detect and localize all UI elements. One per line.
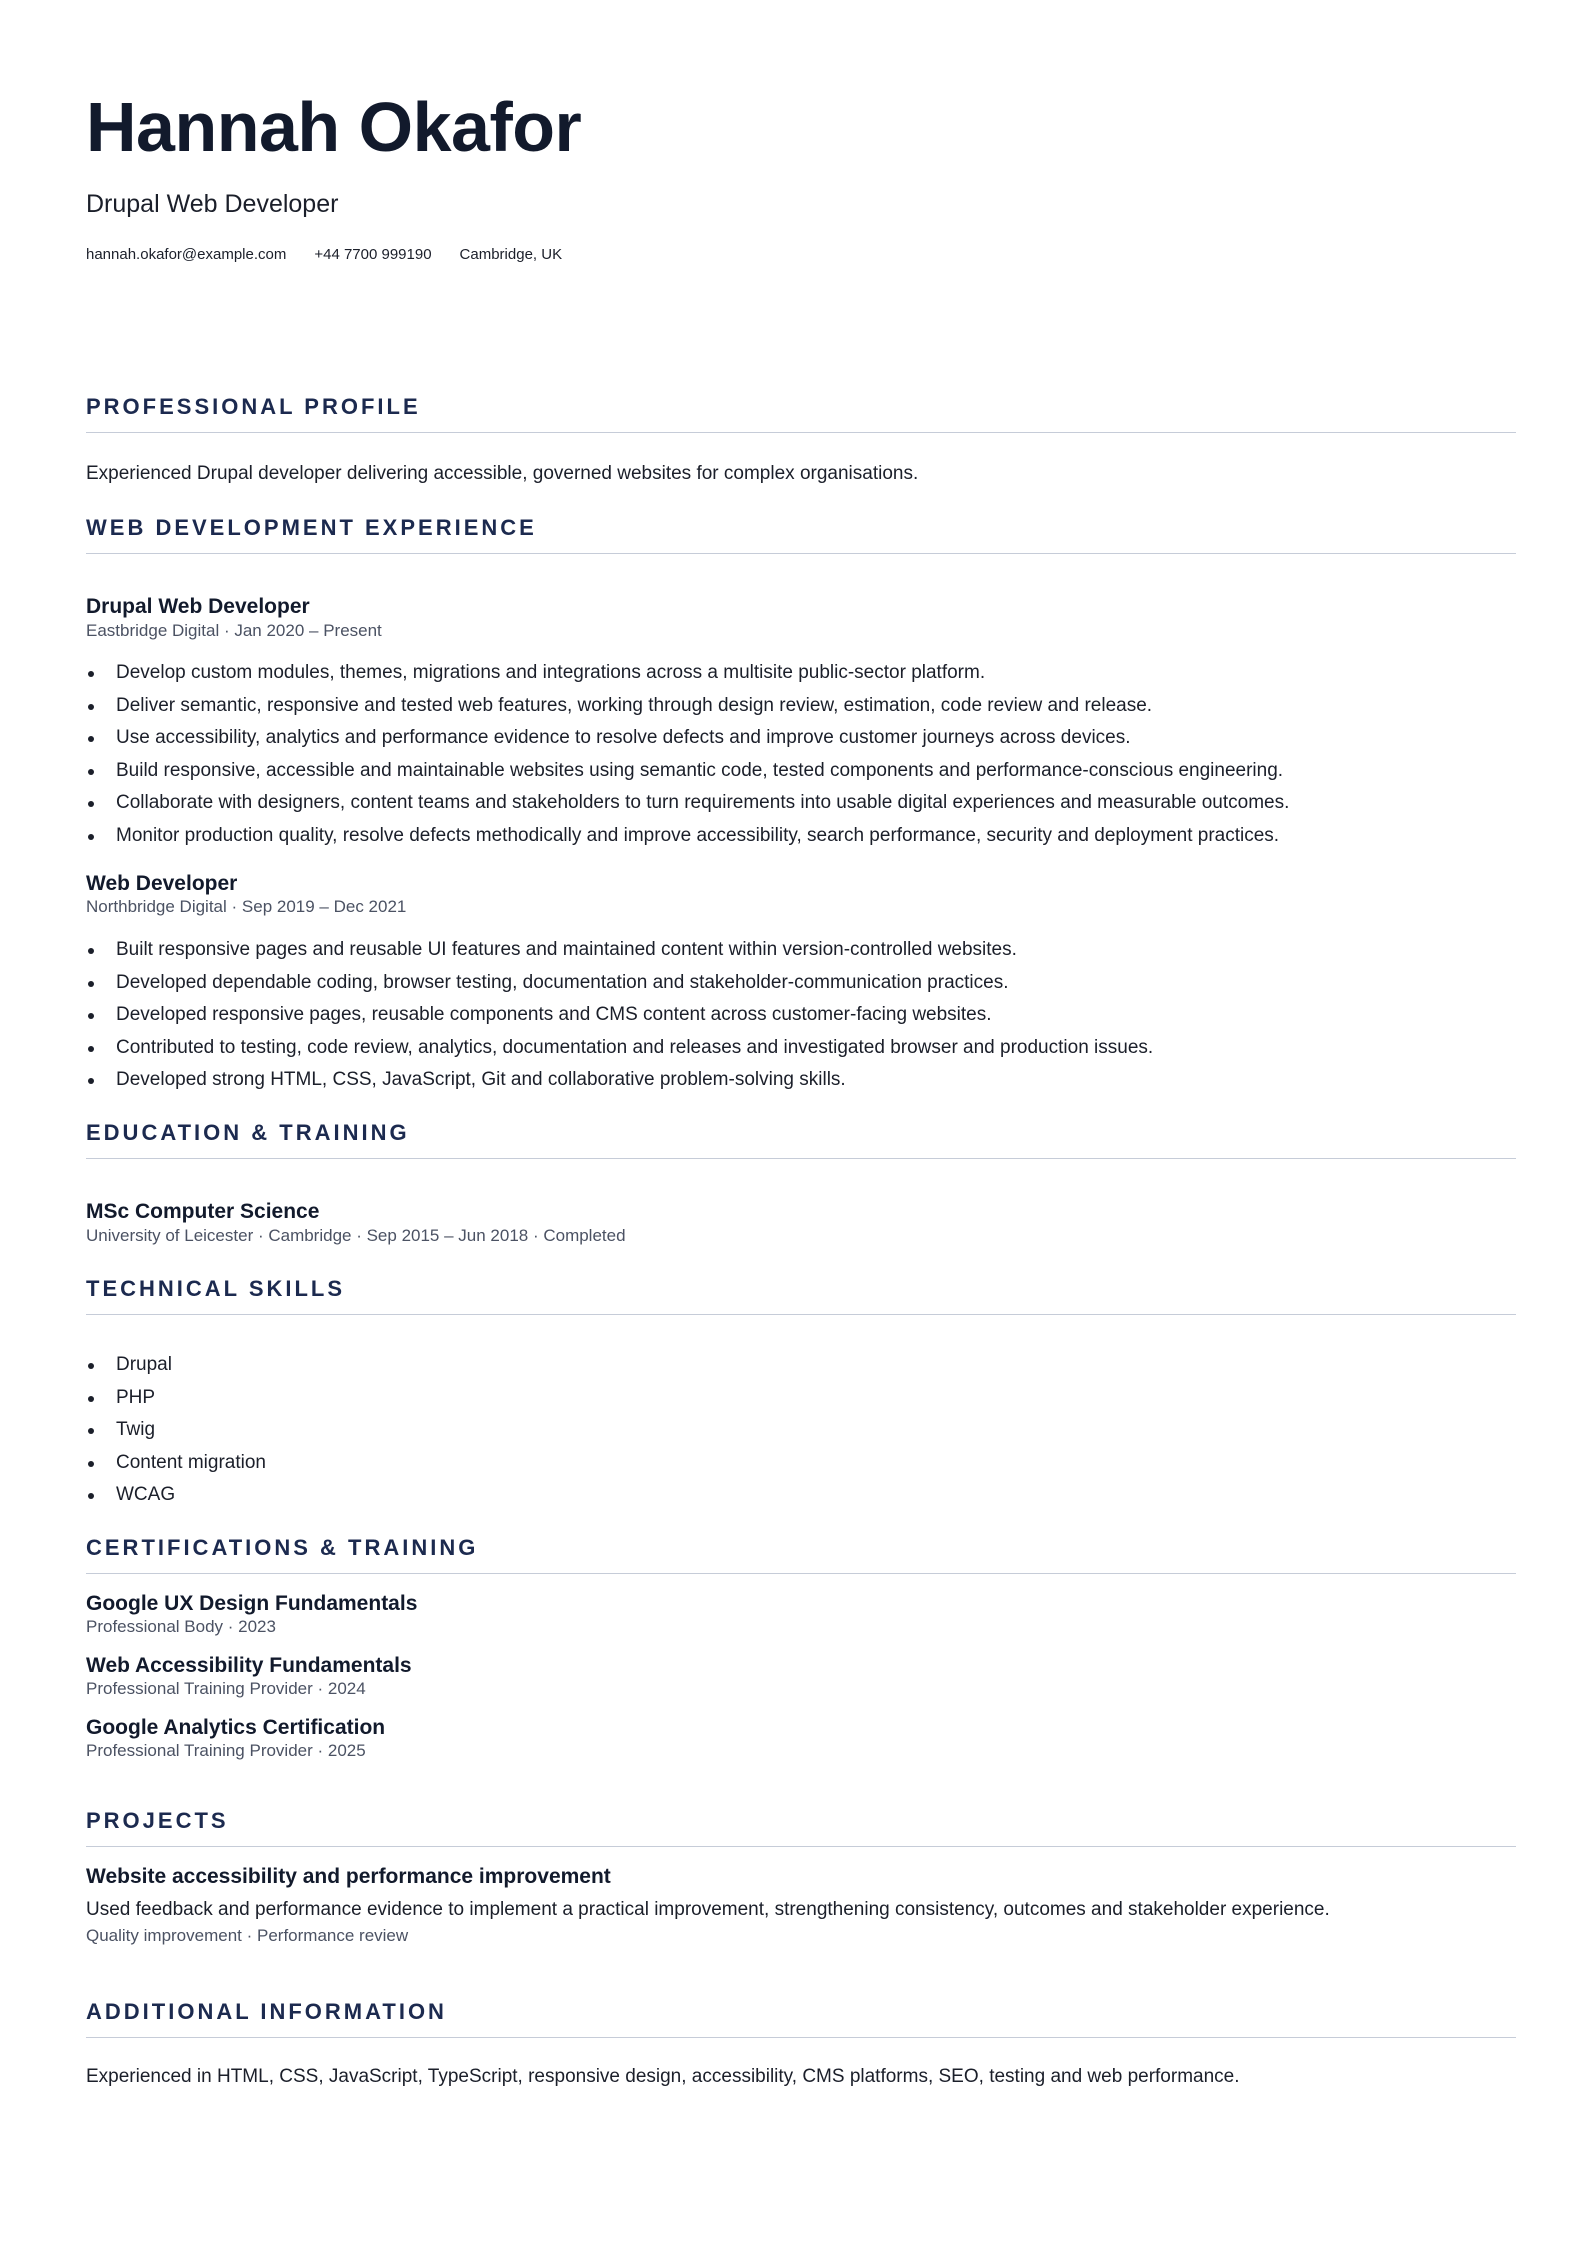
candidate-name: Hannah Okafor: [86, 88, 582, 166]
section-title-certifications: CERTIFICATIONS & TRAINING: [86, 1535, 479, 1560]
section-divider: [86, 1573, 1516, 1574]
project-description: Used feedback and performance evidence to implement a practical improvement, strengthening consistency, outcomes and stakeholder experience.: [86, 1899, 1330, 1920]
education-degree: MSc Computer Science: [86, 1200, 320, 1223]
project-tags: Quality improvement · Performance review: [86, 1926, 409, 1945]
contact-email[interactable]: hannah.okafor@example.com: [86, 246, 287, 263]
certification-meta: Professional Body · 2023: [86, 1617, 276, 1636]
skill-item: Twig: [86, 1414, 266, 1447]
list-item: Contributed to testing, code review, analytics, documentation and releases and investigated browser and production issues.: [86, 1032, 1153, 1065]
education-meta: University of Leicester · Cambridge · Sep 2015 – Jun 2018 · Completed: [86, 1226, 626, 1245]
additional-text: Experienced in HTML, CSS, JavaScript, TypeScript, responsive design, accessibility, CMS platforms, SEO, testing and web performance.: [86, 2066, 1240, 2087]
job-meta: Eastbridge Digital · Jan 2020 – Present: [86, 621, 382, 640]
skill-item: Content migration: [86, 1447, 266, 1480]
section-divider: [86, 1314, 1516, 1315]
contact-phone[interactable]: +44 7700 999190: [314, 246, 432, 263]
skill-item: WCAG: [86, 1479, 266, 1512]
contact-location: Cambridge, UK: [459, 246, 563, 263]
job-title: Drupal Web Developer: [86, 595, 310, 618]
certification-name: Web Accessibility Fundamentals: [86, 1654, 412, 1677]
project-name: Website accessibility and performance improvement: [86, 1865, 611, 1888]
list-item: Developed strong HTML, CSS, JavaScript, Git and collaborative problem-solving skills.: [86, 1064, 1153, 1097]
list-item: Developed responsive pages, reusable components and CMS content across customer-facing websites.: [86, 999, 1153, 1032]
section-divider: [86, 1846, 1516, 1847]
section-divider: [86, 2037, 1516, 2038]
section-divider: [86, 553, 1516, 554]
section-divider: [86, 432, 1516, 433]
profile-summary: Experienced Drupal developer delivering accessible, governed websites for complex organisations.: [86, 463, 919, 484]
skill-item: PHP: [86, 1382, 266, 1415]
section-title-education: EDUCATION & TRAINING: [86, 1120, 410, 1145]
section-divider: [86, 1158, 1516, 1159]
certification-name: Google Analytics Certification: [86, 1716, 386, 1739]
job-bullets: [86, 657, 1289, 852]
list-item: Deliver semantic, responsive and tested web features, working through design review, estimation, code review and release.: [86, 690, 1289, 723]
list-item: Monitor production quality, resolve defects methodically and improve accessibility, search performance, security and deployment practices.: [86, 820, 1289, 853]
list-item: Build responsive, accessible and maintainable websites using semantic code, tested components and performance-conscious engineering.: [86, 755, 1289, 788]
skill-item: Drupal: [86, 1349, 266, 1382]
job-title: Web Developer: [86, 872, 238, 895]
list-item: Built responsive pages and reusable UI features and maintained content within version-controlled websites.: [86, 934, 1153, 967]
section-title-projects: PROJECTS: [86, 1808, 229, 1833]
certification-name: Google UX Design Fundamentals: [86, 1592, 418, 1615]
list-item: Use accessibility, analytics and performance evidence to resolve defects and improve customer journeys across devices.: [86, 722, 1289, 755]
job-bullets: [86, 934, 1153, 1097]
list-item: Collaborate with designers, content teams and stakeholders to turn requirements into usable digital experiences and measurable outcomes.: [86, 787, 1289, 820]
section-title-experience: WEB DEVELOPMENT EXPERIENCE: [86, 515, 537, 540]
section-title-additional: ADDITIONAL INFORMATION: [86, 1999, 447, 2024]
skills-list: [86, 1349, 266, 1512]
section-title-skills: TECHNICAL SKILLS: [86, 1276, 346, 1301]
certification-meta: Professional Training Provider · 2024: [86, 1679, 366, 1698]
list-item: Developed dependable coding, browser testing, documentation and stakeholder-communication practices.: [86, 967, 1153, 1000]
job-meta: Northbridge Digital · Sep 2019 – Dec 2021: [86, 897, 407, 916]
candidate-role: Drupal Web Developer: [86, 190, 339, 218]
certification-meta: Professional Training Provider · 2025: [86, 1741, 366, 1760]
contact-line: [86, 246, 562, 263]
section-title-profile: PROFESSIONAL PROFILE: [86, 394, 421, 419]
list-item: Develop custom modules, themes, migrations and integrations across a multisite public-sector platform.: [86, 657, 1289, 690]
